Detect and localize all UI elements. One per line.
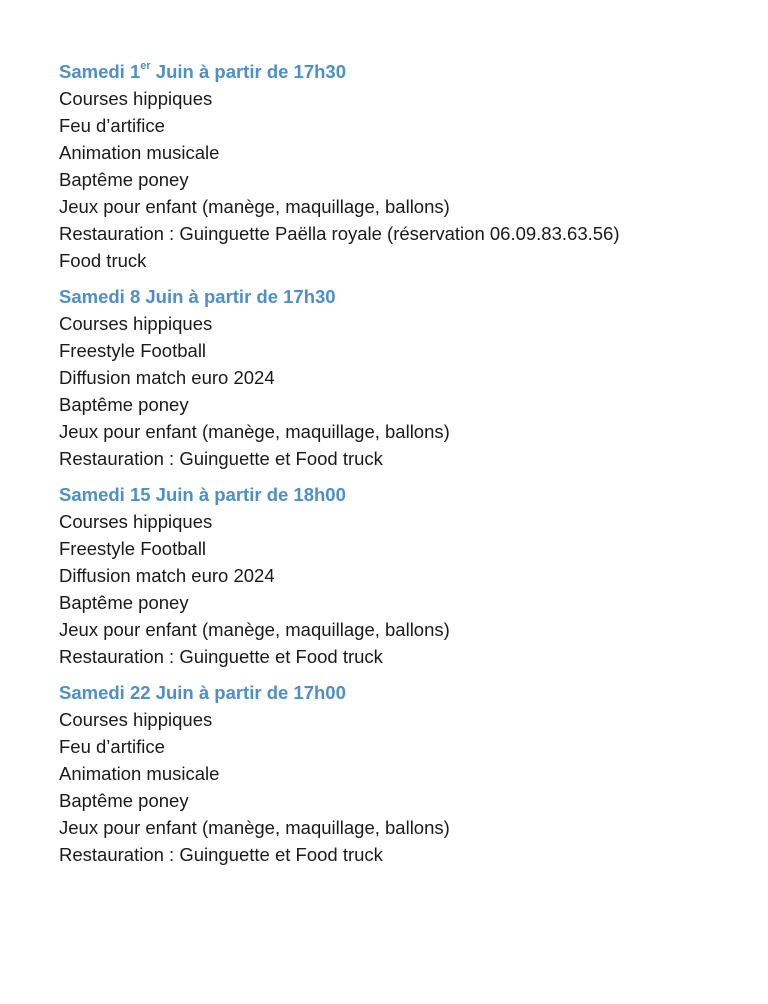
list-item: Freestyle Football (59, 538, 207, 559)
document-page (59, 58, 749, 877)
event-section-june-15 (59, 481, 749, 670)
list-item: Animation musicale (59, 763, 220, 784)
list-item: Baptême poney (59, 790, 189, 811)
list-item: Restauration : Guinguette Paëlla royale (réservation 06.09.83.63.56) (59, 223, 620, 244)
heading-text-rest: Juin à partir de 17h30 (150, 61, 347, 82)
list-item: Jeux pour enfant (manège, maquillage, ballons) (59, 196, 450, 217)
section-heading (59, 58, 749, 85)
list-item: Restauration : Guinguette et Food truck (59, 844, 383, 865)
list-item: Food truck (59, 250, 147, 271)
section-heading: Samedi 8 Juin à partir de 17h30 (59, 286, 336, 307)
list-item: Feu d’artifice (59, 736, 165, 757)
list-item: Courses hippiques (59, 709, 213, 730)
list-item: Animation musicale (59, 142, 220, 163)
list-item: Freestyle Football (59, 340, 207, 361)
list-item: Restauration : Guinguette et Food truck (59, 448, 383, 469)
heading-text: Samedi 1 (59, 61, 141, 82)
heading-superscript: er (140, 59, 151, 72)
list-item: Baptême poney (59, 592, 189, 613)
list-item: Jeux pour enfant (manège, maquillage, ballons) (59, 817, 450, 838)
list-item: Courses hippiques (59, 313, 213, 334)
list-item: Jeux pour enfant (manège, maquillage, ballons) (59, 421, 450, 442)
list-item: Courses hippiques (59, 511, 213, 532)
event-section-june-1 (59, 58, 749, 274)
list-item: Diffusion match euro 2024 (59, 367, 275, 388)
list-item: Courses hippiques (59, 88, 213, 109)
list-item: Baptême poney (59, 169, 189, 190)
list-item: Restauration : Guinguette et Food truck (59, 646, 383, 667)
list-item: Jeux pour enfant (manège, maquillage, ballons) (59, 619, 450, 640)
list-item: Baptême poney (59, 394, 189, 415)
section-heading: Samedi 22 Juin à partir de 17h00 (59, 682, 346, 703)
section-heading: Samedi 15 Juin à partir de 18h00 (59, 484, 346, 505)
list-item: Diffusion match euro 2024 (59, 565, 275, 586)
event-section-june-8 (59, 283, 749, 472)
event-section-june-22 (59, 679, 749, 868)
list-item: Feu d’artifice (59, 115, 165, 136)
